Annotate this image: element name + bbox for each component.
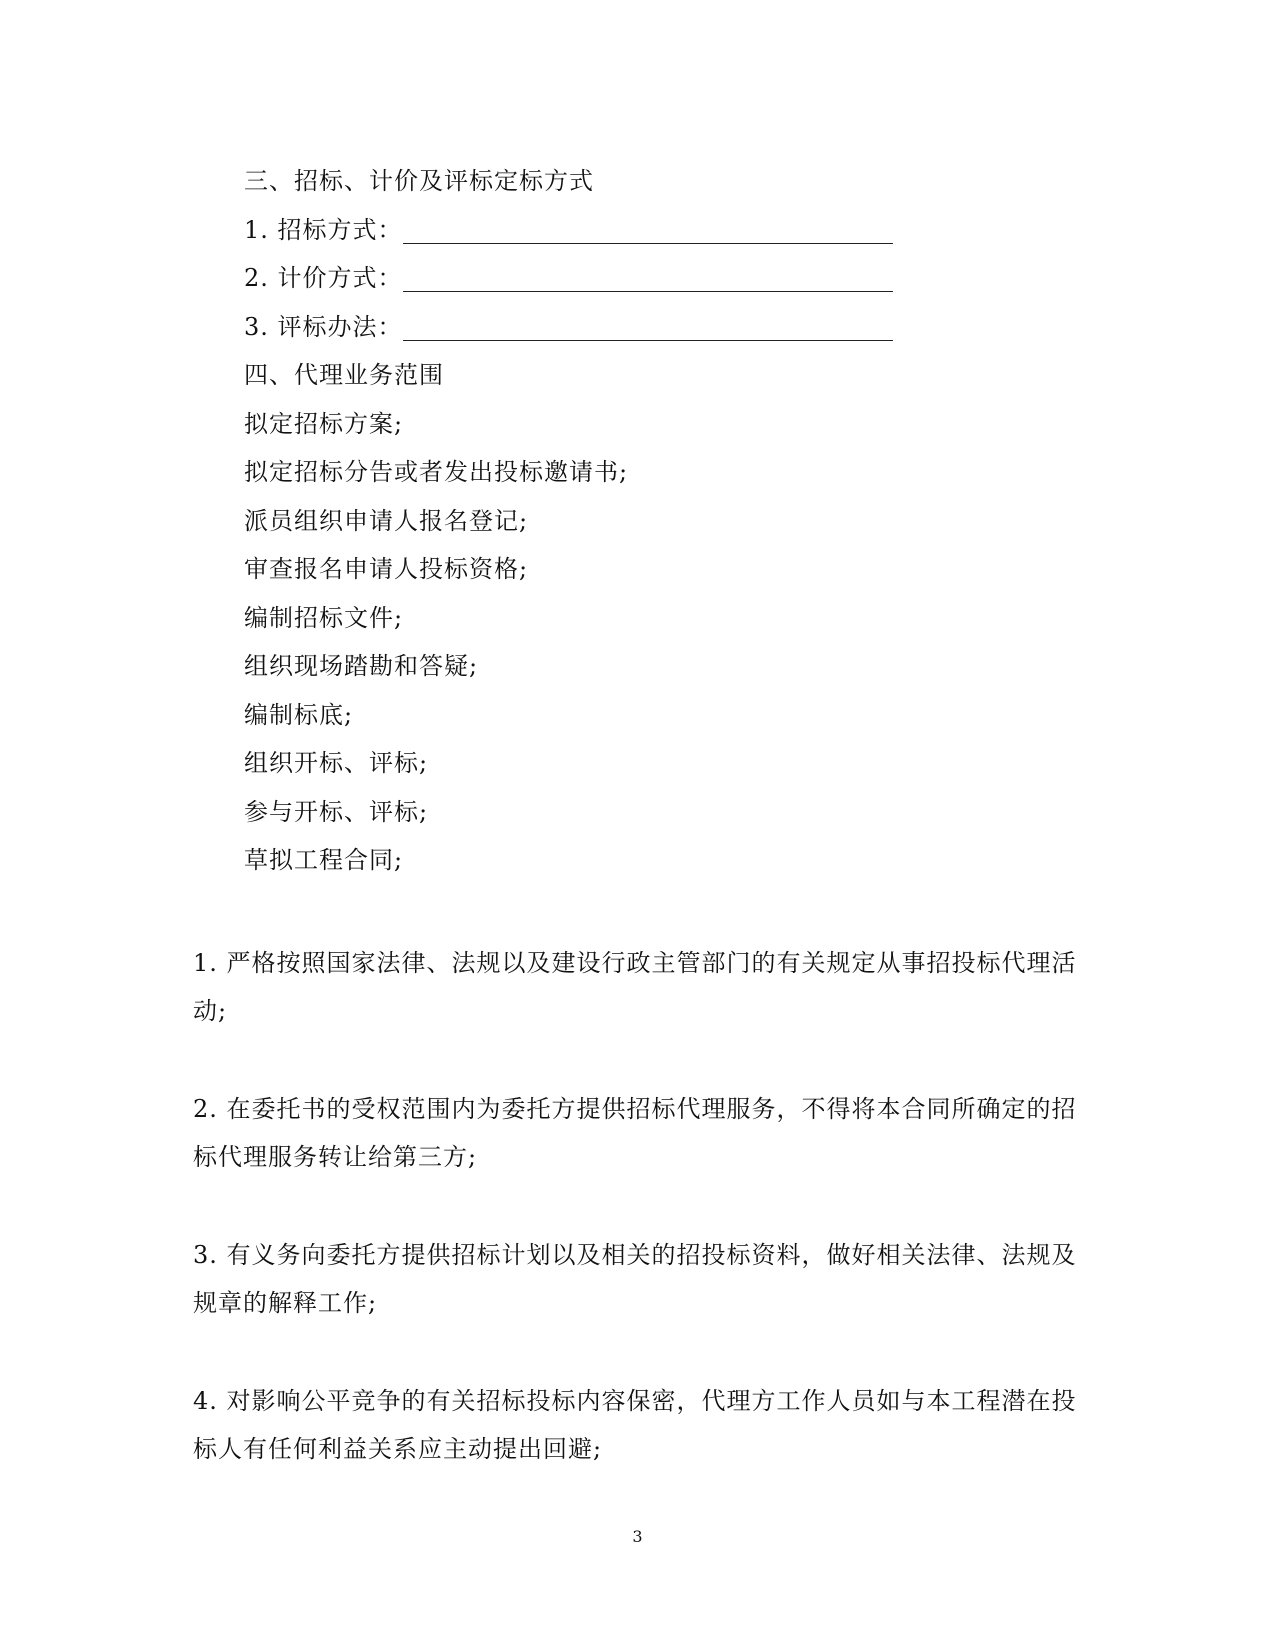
page-number: 3 — [632, 1527, 643, 1546]
scope-item: 草拟工程合同; — [244, 846, 404, 874]
section-3-heading: 三、招标、计价及评标定标方式 — [244, 167, 594, 195]
scope-item: 组织开标、评标; — [244, 749, 429, 777]
paragraph-line: 标人有任何利益关系应主动提出回避; — [193, 1435, 603, 1463]
scope-item: 拟定招标分告或者发出投标邀请书; — [244, 458, 629, 486]
paragraph-line: 动; — [193, 997, 228, 1025]
scope-item: 编制招标文件; — [244, 603, 404, 632]
tender-method-line — [244, 206, 893, 255]
pricing-method-label: 2. 计价方式： — [244, 264, 403, 292]
scope-item: 派员组织申请人报名登记; — [244, 506, 529, 535]
tender-method-label: 1. 招标方式： — [244, 215, 403, 244]
scope-item: 参与开标、评标; — [244, 797, 429, 826]
paragraph-line: 2. 在委托书的受权范围内为委托方提供招标代理服务，不得将本合同所确定的招 — [193, 1095, 1077, 1123]
obligation-paragraph-1 — [193, 939, 1083, 1035]
tender-method-blank — [403, 215, 893, 244]
obligation-paragraph-3 — [193, 1231, 1083, 1327]
scope-item: 拟定招标方案; — [244, 409, 404, 438]
paragraph-line: 1. 严格按照国家法律、法规以及建设行政主管部门的有关规定从事招投标代理活 — [193, 949, 1077, 977]
scope-item: 编制标底; — [244, 700, 354, 729]
paragraph-line: 3. 有义务向委托方提供招标计划以及相关的招投标资料，做好相关法律、法规及 — [193, 1241, 1077, 1269]
paragraph-line: 规章的解释工作; — [193, 1289, 378, 1317]
evaluation-method-blank — [403, 312, 893, 341]
evaluation-method-line — [244, 303, 893, 352]
pricing-method-line — [244, 254, 893, 303]
scope-item: 组织现场踏勘和答疑; — [244, 652, 479, 680]
obligation-paragraph-2 — [193, 1085, 1083, 1181]
evaluation-method-label: 3. 评标办法： — [244, 312, 403, 341]
scope-item: 审查报名申请人投标资格; — [244, 555, 529, 583]
obligation-paragraph-4 — [193, 1377, 1083, 1473]
paragraph-line: 标代理服务转让给第三方; — [193, 1143, 478, 1171]
pricing-method-blank — [403, 263, 893, 292]
paragraph-line: 4. 对影响公平竞争的有关招标投标内容保密，代理方工作人员如与本工程潜在投 — [193, 1387, 1077, 1415]
section-4-heading: 四、代理业务范围 — [244, 361, 444, 389]
indented-block — [244, 157, 893, 885]
